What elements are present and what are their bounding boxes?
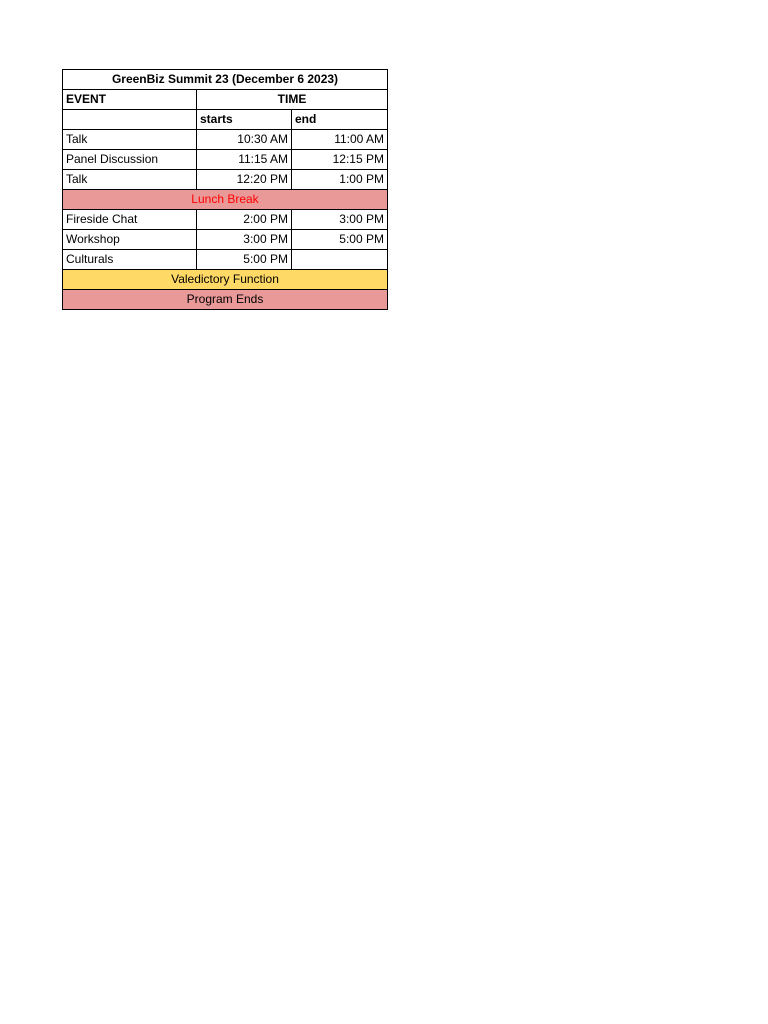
end-cell: 12:15 PM [292,150,388,170]
event-cell: Culturals [63,250,197,270]
program-ends-cell: Program Ends [63,290,388,310]
program-ends-row [63,290,388,310]
subheader-row [63,110,388,130]
time-header: TIME [197,90,388,110]
lunch-row [63,190,388,210]
title-row [63,70,388,90]
end-cell: 11:00 AM [292,130,388,150]
valedictory-cell: Valedictory Function [63,270,388,290]
table-row [63,250,388,270]
valedictory-row [63,270,388,290]
start-cell: 12:20 PM [197,170,292,190]
start-cell: 5:00 PM [197,250,292,270]
event-cell: Workshop [63,230,197,250]
start-cell: 3:00 PM [197,230,292,250]
table-row [63,170,388,190]
event-cell: Panel Discussion [63,150,197,170]
schedule-title: GreenBiz Summit 23 (December 6 2023) [63,70,388,90]
header-row [63,90,388,110]
start-cell: 2:00 PM [197,210,292,230]
end-header: end [292,110,388,130]
table-row [63,210,388,230]
table-row [63,150,388,170]
event-cell: Fireside Chat [63,210,197,230]
end-cell: 5:00 PM [292,230,388,250]
start-cell: 11:15 AM [197,150,292,170]
start-cell: 10:30 AM [197,130,292,150]
table-row [63,230,388,250]
table-row [63,130,388,150]
starts-header: starts [197,110,292,130]
event-cell: Talk [63,170,197,190]
event-header: EVENT [63,90,197,110]
event-cell: Talk [63,130,197,150]
schedule-table [62,69,388,310]
empty-cell [63,110,197,130]
end-cell [292,250,388,270]
end-cell: 3:00 PM [292,210,388,230]
end-cell: 1:00 PM [292,170,388,190]
lunch-break-cell: Lunch Break [63,190,388,210]
